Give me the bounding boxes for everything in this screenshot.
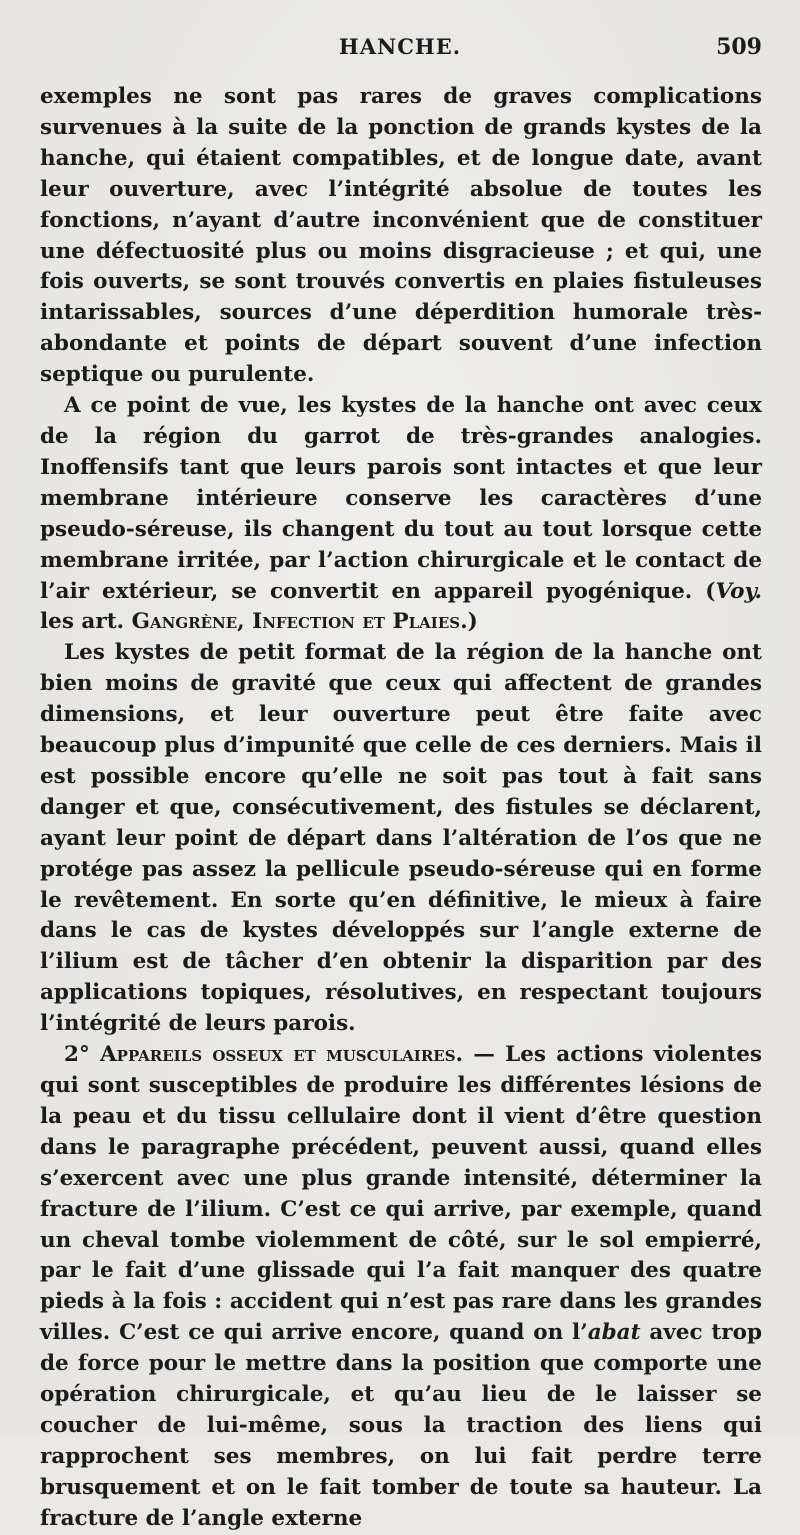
reference-mid: les art. — [40, 609, 132, 635]
page-header — [0, 30, 800, 64]
paragraph-3: Les kystes de petit format de la région de la hanche ont bien moins de gravité que ceux qui affectent de grandes dimensions, et leur ouverture peut être faite avec beaucoup plus d’impunité que celle de ces derniers. Mais il est possible encore qu’elle ne soit pas tout à fait sans danger et que, consécutivement, des fistules se déclarent, ayant leur point de départ dans l’altération de l’os que ne protége pas assez la pellicule pseudo-séreuse qui en forme le revêtement. En sorte qu’en définitive, le mieux à faire dans le cas de kystes développés sur l’angle externe de l’ilium est de tâcher d’en obtenir la disparition par des applications topiques, résolutives, en respectant toujours l’intégrité de leurs parois. — [40, 640, 762, 1037]
italic-abat: abat — [587, 1320, 641, 1346]
paragraph-4-text-b: avec trop de force pour le mettre dans la position que comporte une opération chirurgicale, et qu’au lieu de le laisser se coucher de lui-même, sous la traction des liens qui rapprochent ses membres, on lui fait perdre terre brusquement et on le fait tomber de toute sa hauteur. La fracture de l’angle externe — [40, 1320, 762, 1531]
reference-close: .) — [460, 609, 478, 635]
page-number: 509 — [716, 34, 762, 60]
reference-open: ( — [705, 578, 716, 604]
section-heading: 2° Appareils osseux et musculaires. — [64, 1042, 464, 1068]
paragraph-4-text-a: Les actions violentes qui sont susceptibles de produire les différentes lésions de la peau et du tissu cellulaire dont il vient d’être question dans le paragraphe précédent, peuvent aussi, quand elles s’exercent avec une plus grande intensité, déterminer la fracture de l’ilium. C’est ce qui arrive, par exemple, quand un cheval tombe violemment de côté, sur le sol empierré, par le fait d’une glissade qui l’a fait manquer des quatre pieds à la fois : accident qui n’est pas rare dans les grandes villes. C’est ce qui arrive encore, quand on l’ — [40, 1042, 762, 1346]
section-dash: — — [463, 1042, 506, 1068]
reference-voy: Voy. — [715, 578, 762, 604]
body-text — [40, 82, 762, 1535]
running-head: HANCHE. — [338, 34, 462, 59]
paragraph-4 — [40, 1040, 762, 1535]
paragraph-2 — [40, 391, 762, 638]
paragraph-1: exemples ne sont pas rares de graves complications survenues à la suite de la ponction de grands kystes de la hanche, qui étaient compatibles, et de longue date, avant leur ouverture, avec l’intégrité absolue de toutes les fonctions, n’ayant d’autre inconvénient que de constituer une défectuosité plus ou moins disgracieuse ; et qui, une fois ouverts, se sont trouvés convertis en plaies fistuleuses intarissables, sources d’une déperdition humorale très-abondante et points de départ souvent d’une infection septique ou purulente. — [40, 84, 762, 388]
paragraph-2-text: A ce point de vue, les kystes de la hanche ont avec ceux de la région du garrot de très-grandes analogies. Inoffensifs tant que leurs parois sont intactes et que leur membrane intérieure conserve les caractères d’une pseudo-séreuse, ils changent du tout au tout lorsque cette membrane irritée, par l’action chirurgicale et le contact de l’air extérieur, se convertit en appareil pyogénique. — [40, 393, 762, 604]
reference-terms: Gangrène, Infection et Plaies — [131, 609, 461, 635]
